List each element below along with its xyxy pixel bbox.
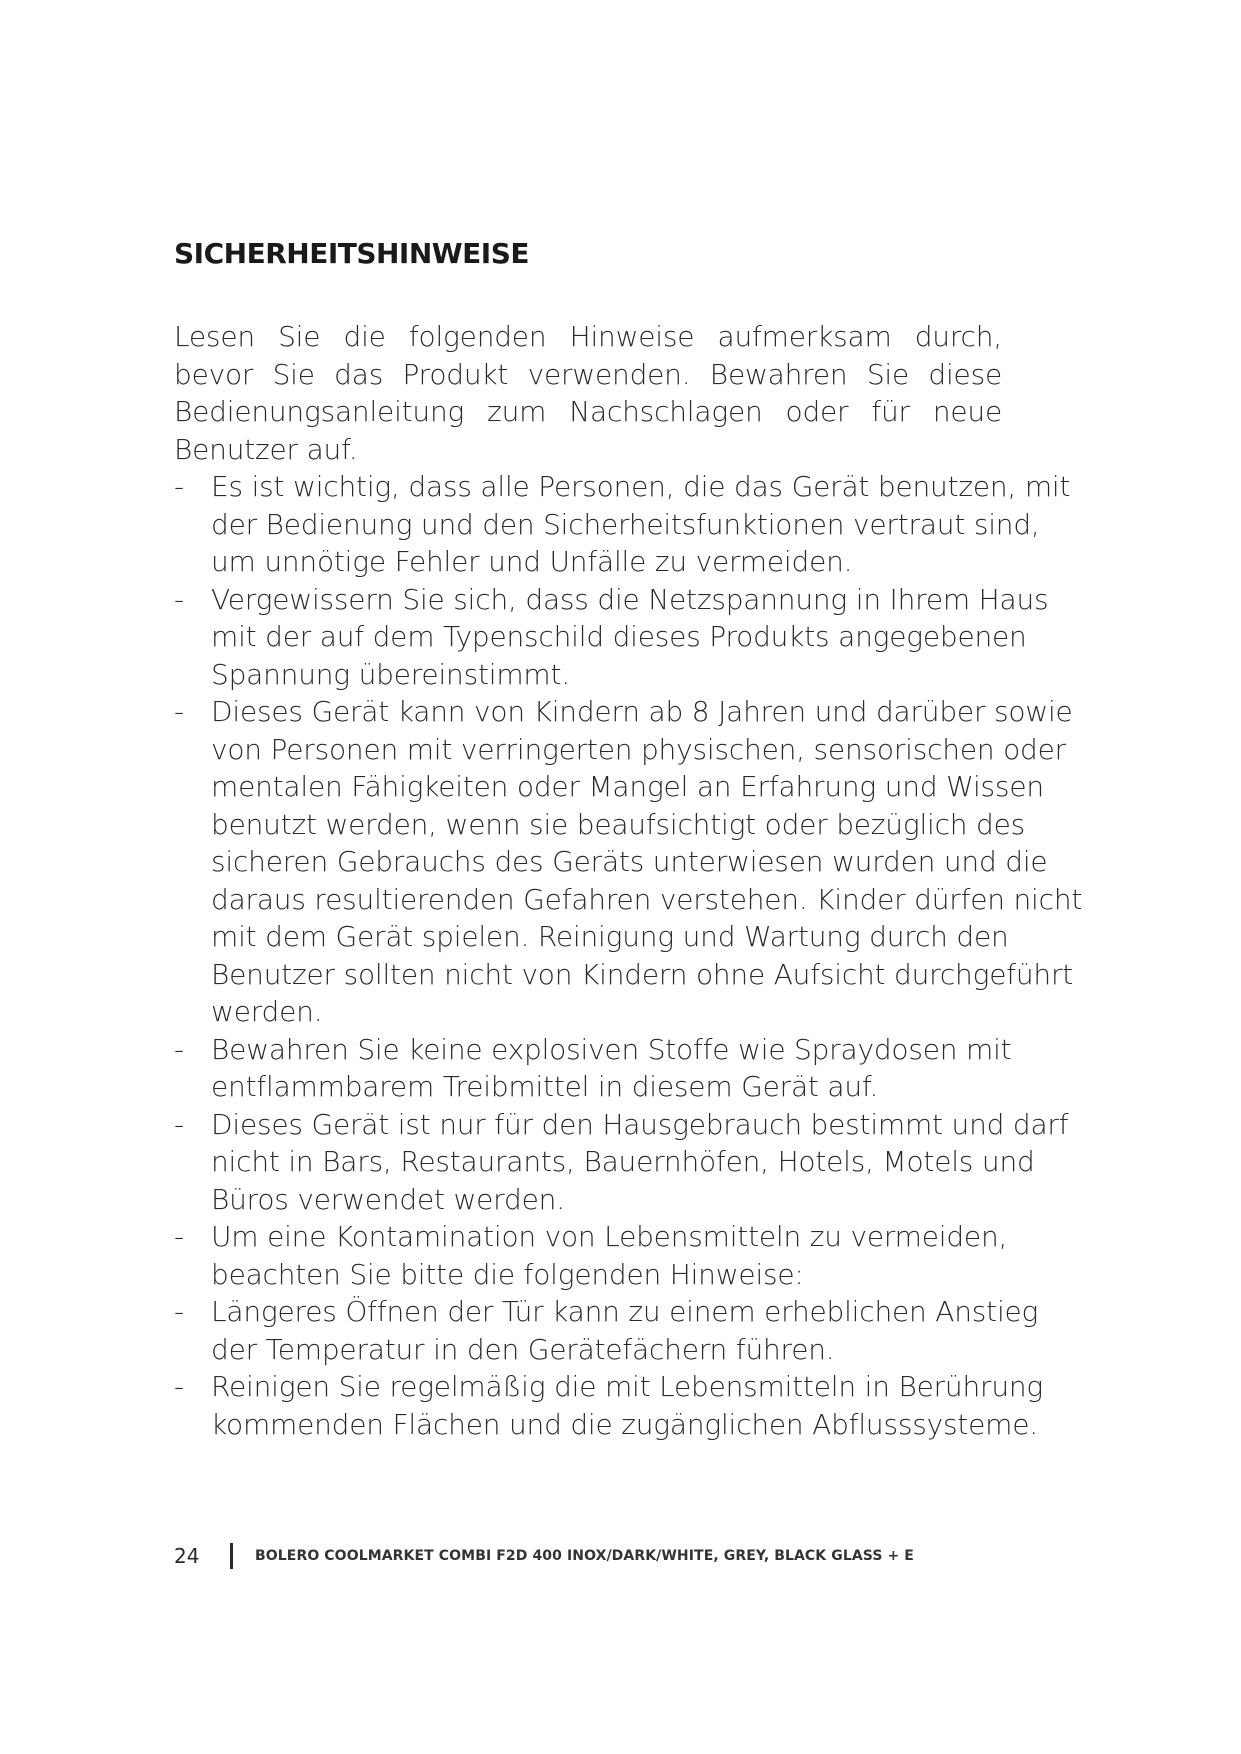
bullet-dash: - (174, 695, 184, 728)
bullet-dash: - (174, 1107, 184, 1141)
section-heading: SICHERHEITSHINWEISE (174, 237, 530, 270)
list-item-text: Dieses Gerät ist nur für den Hausgebrauch bestimmt und darf nicht in Bars, Restaurants, Bauernhöfen, Hotels, Motels und Büros verwendet werden. (211, 1107, 1069, 1216)
bullet-dash: - (174, 1032, 184, 1066)
page-number: 24 (174, 1544, 200, 1568)
bullet-dash: - (174, 582, 184, 616)
bullet-dash: - (174, 1370, 184, 1403)
list-item (174, 1293, 1091, 1368)
bullet-dash: - (174, 1295, 184, 1328)
list-item (174, 1368, 1091, 1443)
list-item (174, 1106, 1091, 1219)
list-item-text: Bewahren Sie keine explosiven Stoffe wie Spraydosen mit entflammbarem Treibmittel in diesem Gerät auf. (211, 1032, 1012, 1103)
list-item (174, 1031, 1091, 1106)
product-model: BOLERO COOLMARKET COMBI F2D 400 INOX/DARK/WHITE, GREY, BLACK GLASS + E (255, 1548, 914, 1564)
list-item (174, 468, 1091, 581)
intro-paragraph: Lesen Sie die folgenden Hinweise aufmerksam durch, bevor Sie das Produkt verwenden. Bewahren Sie diese Bedienungsanleitung zum Nachschlagen oder für neue Benutzer auf. (174, 320, 1002, 466)
list-item (174, 581, 1091, 694)
list-item-text: Dieses Gerät kann von Kindern ab 8 Jahren und darüber sowie von Personen mit verringerten physischen, sensorischen oder mentalen Fähigkeiten oder Mangel an Erfahrung und Wissen benutzt werden, wenn sie beaufsichtigt oder bezüglich des sicheren Gebrauchs des Geräts unterwiesen wurden und die daraus resultierenden Gefahren verstehen. Kinder dürfen nicht mit dem Gerät spielen. Reinigung und Wartung durch den Benutzer sollten nicht von Kindern ohne Aufsicht durchgeführt werden. (211, 695, 1083, 1028)
safety-list (174, 468, 1094, 1443)
page-footer (174, 1542, 914, 1570)
list-item-text: Vergewissern Sie sich, dass die Netzspannung in Ihrem Haus mit der auf dem Typenschild dieses Produkts angegebenen Spannung übereinstimmt. (211, 582, 1049, 691)
safety-content (174, 318, 1094, 1443)
bullet-dash: - (174, 470, 184, 503)
list-item-text: Um eine Kontamination von Lebensmitteln zu vermeiden, beachten Sie bitte die folgenden Hinweise: (211, 1220, 1008, 1291)
footer-divider (230, 1543, 233, 1569)
list-item-text: Längeres Öffnen der Tür kann zu einem erheblichen Anstieg der Temperatur in den Gerätefächern führen. (211, 1295, 1039, 1366)
list-item (174, 1218, 1091, 1293)
list-item-text: Reinigen Sie regelmäßig die mit Lebensmitteln in Berührung kommenden Flächen und die zugänglichen Abflusssysteme. (211, 1370, 1044, 1441)
list-item (174, 693, 1091, 1031)
bullet-dash: - (174, 1220, 184, 1253)
list-item-text: Es ist wichtig, dass alle Personen, die das Gerät benutzen, mit der Bedienung und den Sicherheitsfunktionen vertraut sind, um unnötige Fehler und Unfälle zu vermeiden. (211, 470, 1071, 578)
